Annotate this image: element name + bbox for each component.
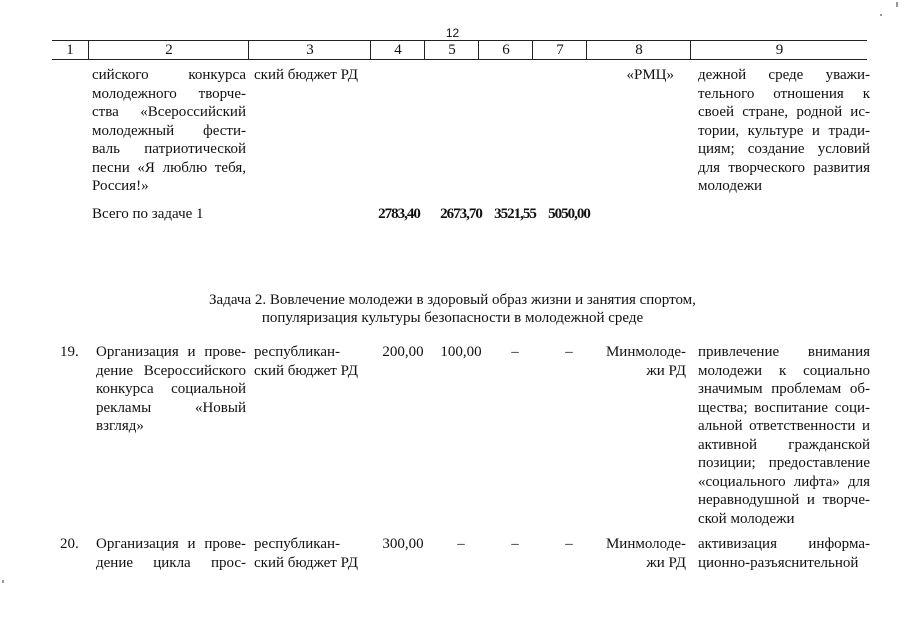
row19-value-col6: – [511, 344, 519, 360]
cont-row-col9: дежной среде уважи- тельного отношения к своей стране, родной ис- тории, культуре и тради- циям; создание условий для творческого развития молодежи [698, 67, 870, 194]
total-label: Всего по задаче 1 [92, 206, 204, 222]
header-col-7: 7 [532, 41, 587, 59]
row19-col9: привлечение внимания молодежи к социально значимым проблемам об- щества; воспитание соци- альной ответственности и активной гражданской позиции; предоставление «социального лифта» для неравнодушной и творче- ской молодежи [698, 344, 870, 527]
row19-value-col5: 100,00 [440, 344, 482, 360]
table-header-row [52, 40, 867, 60]
row20-value-col6: – [511, 536, 519, 552]
cont-row-col3: ский бюджет РД [254, 67, 359, 83]
row20-col3: республикан- ский бюджет РД [254, 536, 359, 571]
page-number: 12 [445, 26, 460, 40]
scan-speck [2, 580, 4, 583]
row20-col9: активизация информа- ционно-разъяснительной [698, 536, 870, 571]
cont-row-col8: «РМЦ» [626, 67, 674, 83]
row20-col8: Минмолоде- жи РД [605, 536, 686, 571]
row19-col8: Минмолоде- жи РД [605, 344, 686, 379]
scan-speck [896, 2, 898, 7]
row20-value-col5: – [457, 536, 465, 552]
scan-speck [880, 14, 882, 16]
task2-heading-line1: Задача 2. Вовлечение молодежи в здоровый образ жизни и занятия спортом, [209, 292, 696, 308]
header-col-2: 2 [88, 41, 249, 59]
row19-number: 19. [60, 344, 79, 360]
row20-col2: Организация и прове- дение цикла прос- [96, 536, 246, 571]
total-value-col7: 5050,00 [548, 206, 590, 222]
cont-row-col2: сийского конкурса молодежного творче- ства «Всероссийский молодежный фести- валь патриотической песни «Я люблю тебя, Россия!» [92, 67, 246, 194]
total-value-col6: 3521,55 [494, 206, 536, 222]
row19-col2: Организация и прове- дение Всероссийского конкурса социальной рекламы «Новый взгляд» [96, 344, 246, 434]
header-col-3: 3 [248, 41, 371, 59]
row20-value-col4: 300,00 [382, 536, 424, 552]
task2-heading-line2: популяризация культуры безопасности в молодежной среде [261, 310, 644, 326]
row19-value-col7: – [565, 344, 573, 360]
row20-value-col7: – [565, 536, 573, 552]
row19-value-col4: 200,00 [382, 344, 424, 360]
header-col-4: 4 [370, 41, 425, 59]
total-value-col4: 2783,40 [378, 206, 420, 222]
row20-number: 20. [60, 536, 79, 552]
row19-col3: республикан- ский бюджет РД [254, 344, 359, 379]
total-value-col5: 2673,70 [440, 206, 482, 222]
header-col-6: 6 [478, 41, 533, 59]
header-col-5: 5 [424, 41, 479, 59]
header-col-8: 8 [586, 41, 691, 59]
header-col-1: 1 [66, 42, 74, 58]
header-col-9: 9 [690, 41, 868, 59]
